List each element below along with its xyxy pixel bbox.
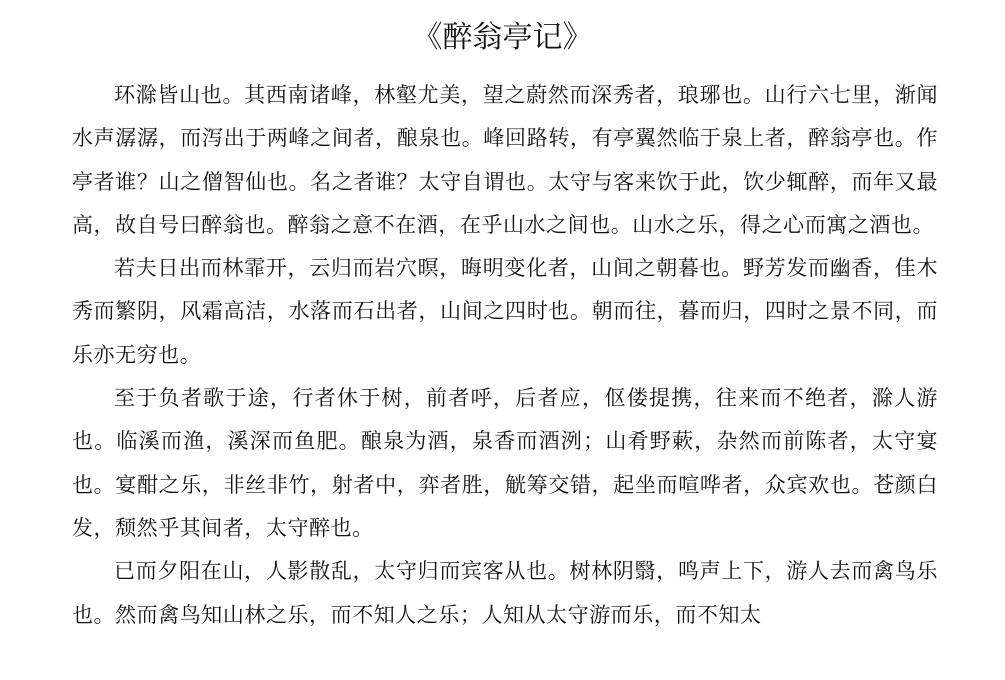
document-body: [72, 74, 938, 637]
paragraph-1: 环滁皆山也。其西南诸峰，林壑尤美，望之蔚然而深秀者，琅琊也。山行六七里，渐闻水声潺潺，而泻出于两峰之间者，酿泉也。峰回路转，有亭翼然临于泉上者，醉翁亭也。作亭者谁？山之僧智仙也。名之者谁？太守自谓也。太守与客来饮于此，饮少辄醉，而年又最高，故自号曰醉翁也。醉翁之意不在酒，在乎山水之间也。山水之乐，得之心而寓之酒也。: [72, 83, 938, 237]
paragraph-2: 若夫日出而林霏开，云归而岩穴暝，晦明变化者，山间之朝暮也。野芳发而幽香，佳木秀而繁阴，风霜高洁，水落而石出者，山间之四时也。朝而往，暮而归，四时之景不同，而乐亦无穷也。: [72, 256, 938, 367]
paragraph-3: 至于负者歌于途，行者休于树，前者呼，后者应，伛偻提携，往来而不绝者，滁人游也。临溪而渔，溪深而鱼肥。酿泉为酒，泉香而酒洌；山肴野蔌，杂然而前陈者，太守宴也。宴酣之乐，非丝非竹，射者中，弈者胜，觥筹交错，起坐而喧哗者，众宾欢也。苍颜白发，颓然乎其间者，太守醉也。: [72, 386, 938, 540]
document-title: 《醉翁亭记》: [412, 20, 593, 55]
paragraph-4: 已而夕阳在山，人影散乱，太守归而宾客从也。树林阴翳，鸣声上下，游人去而禽鸟乐也。然而禽鸟知山林之乐，而不知人之乐；人知从太守游而乐，而不知太: [72, 559, 938, 627]
